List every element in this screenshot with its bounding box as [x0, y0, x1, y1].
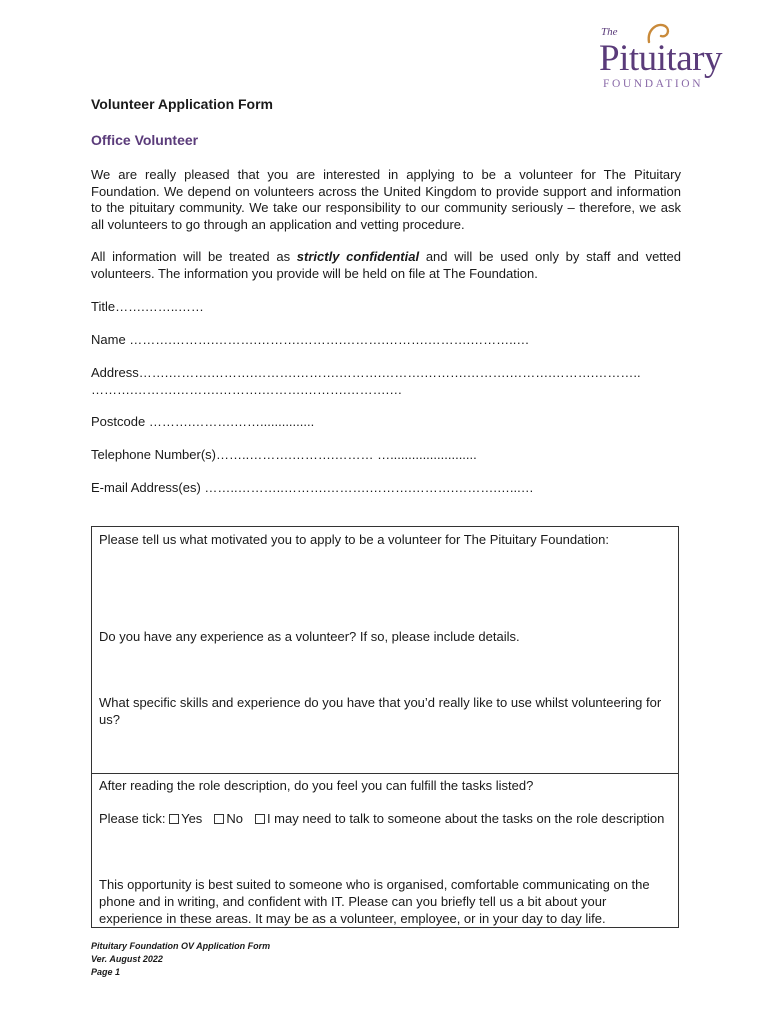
page-footer [91, 940, 270, 979]
form-title: Volunteer Application Form [91, 96, 274, 112]
tick-options [99, 810, 670, 827]
role-fit-question: After reading the role description, do you feel you can fulfill the tasks listed? [99, 778, 534, 793]
footer-version: Ver. August 2022 [91, 954, 163, 964]
role-title: Office Volunteer [91, 132, 199, 148]
confidential-emphasis: strictly confidential [296, 249, 420, 264]
email-field[interactable]: E-mail Address(es) ……..………..……….……….……….……….……….…...… [91, 480, 534, 495]
tick-label: Please tick: [99, 811, 170, 826]
yes-checkbox[interactable] [169, 814, 179, 824]
talk-option-label: I may need to talk to someone about the tasks on the role description [266, 811, 665, 826]
questions-box [91, 526, 679, 928]
pituitary-foundation-logo [595, 20, 740, 92]
confidential-paragraph [91, 249, 681, 282]
section-divider [92, 773, 678, 774]
footer-page-number: Page 1 [91, 967, 121, 977]
suited-question: This opportunity is best suited to someone who is organised, comfortable communicating on the phone and in writing, and confident with IT. Please can you briefly tell us a bit about your experience in these areas. It may be as a volunteer, employee, or in your day to day life. [99, 877, 650, 926]
address-field-line2[interactable]: ……….……….……….……….……….……….……….… [91, 382, 403, 397]
confidential-before: All information will be treated as [91, 249, 297, 264]
title-field[interactable]: Title…….……..…… [91, 299, 204, 314]
logo-foundation: FOUNDATION [603, 78, 704, 90]
telephone-field[interactable]: Telephone Number(s)……..……….……….……… …........................ [91, 447, 477, 462]
talk-checkbox[interactable] [255, 814, 265, 824]
no-checkbox[interactable] [214, 814, 224, 824]
skills-question: What specific skills and experience do you have that you’d really like to use whilst volunteering for us? [99, 695, 662, 727]
yes-option-label: Yes [181, 811, 203, 826]
no-option-label: No [226, 811, 243, 826]
logo-the: The [601, 26, 618, 38]
experience-question: Do you have any experience as a volunteer? If so, please include details. [99, 629, 520, 644]
name-field[interactable]: Name ……….……….……….……….……….……….……….……….………..… [91, 332, 530, 347]
address-field-line1[interactable]: Address…….……….……….……….……….……….……….……….……….……….……….……….. [91, 365, 641, 380]
motivation-question: Please tell us what motivated you to apply to be a volunteer for The Pituitary Foundation: [99, 532, 609, 547]
postcode-field[interactable]: Postcode ……….……….……............... [91, 414, 315, 429]
intro-paragraph: We are really pleased that you are interested in applying to be a volunteer for The Pituitary Foundation. We depend on volunteers across the United Kingdom to provide support and information to the pituitary community. We take our responsibility to our community seriously – therefore, we ask all volunteers to go through an application and vetting procedure. [91, 167, 681, 232]
confidential-after: and will be used only by staff and vetted volunteers. The information you provide will be held on file at The Foundation. [91, 249, 681, 281]
footer-form-name: Pituitary Foundation OV Application Form [91, 941, 271, 951]
logo-name: Pituitary [599, 38, 722, 79]
